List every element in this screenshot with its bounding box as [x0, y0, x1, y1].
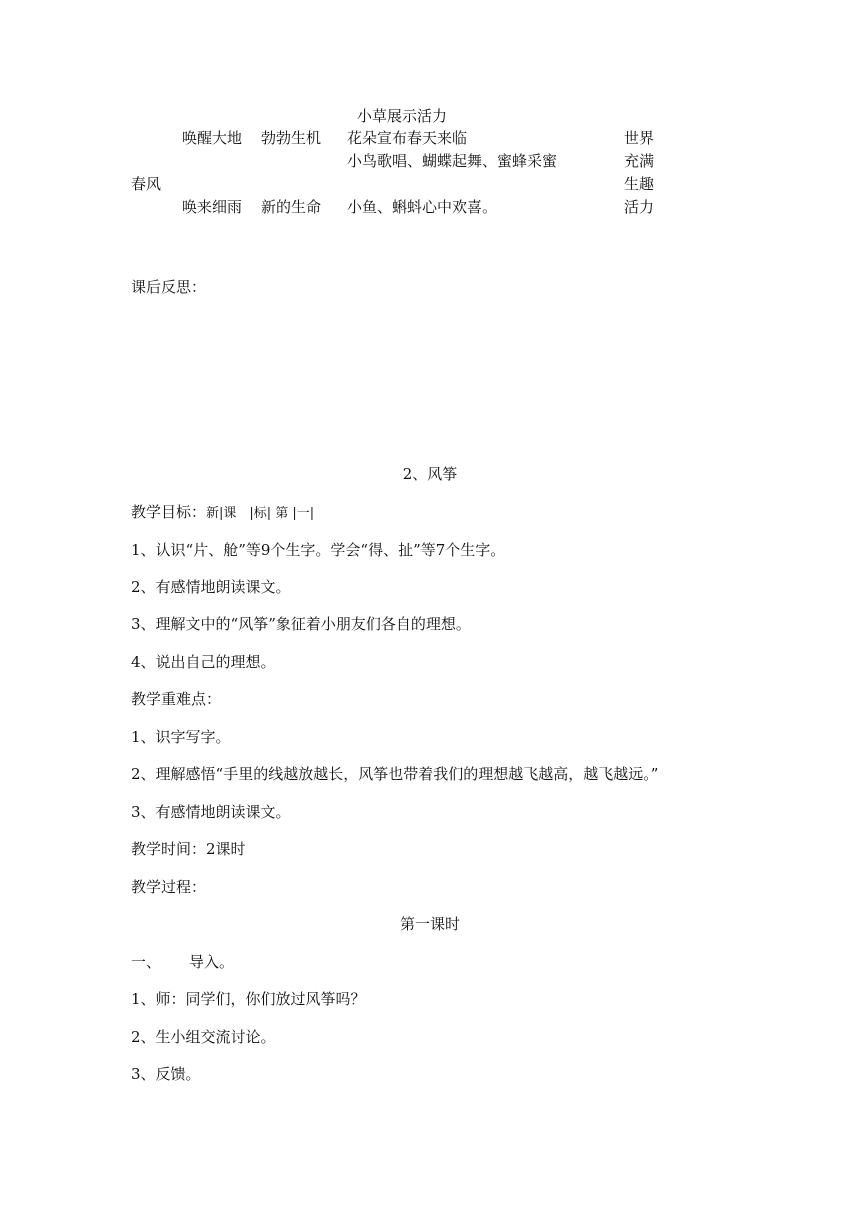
key-point: 3、有感情地朗读课文。 [131, 803, 291, 821]
key-point: 2、理解感悟“手里的线越放越长，风筝也带着我们的理想越飞越高，越飞越远。” [131, 765, 659, 783]
section-heading [131, 952, 234, 972]
board-r1c3: 花朵宣布春天来临 [347, 129, 468, 147]
step-item: 3、反馈。 [131, 1065, 201, 1083]
goals-heading [131, 502, 314, 524]
goal-item: 3、理解文中的“风筝”象征着小朋友们各自的理想。 [131, 615, 471, 633]
step-item: 1、师：同学们，你们放过风筝吗？ [131, 990, 366, 1008]
lesson-title: 2、风筝 [402, 465, 458, 483]
key-point: 1、识字写字。 [131, 728, 231, 746]
board-r4c3: 小鱼、蝌蚪心中欢喜。 [347, 198, 498, 216]
board-r4c1: 唤来细雨 [182, 198, 243, 216]
section-number: 一、 [131, 953, 162, 971]
board-r3c4: 生趣 [624, 175, 655, 193]
board-r4c2: 新的生命 [261, 198, 322, 216]
board-r2c4: 充满 [624, 152, 655, 170]
board-r1c1: 唤醒大地 [182, 129, 243, 147]
key-label: 教学重难点： [131, 690, 222, 708]
teaching-time: 教学时间：2课时 [131, 840, 246, 858]
board-r4c4: 活力 [624, 198, 655, 216]
reflection-label: 课后反思： [131, 278, 207, 296]
goals-label: 教学目标： [131, 503, 207, 521]
board-r1c2: 勃勃生机 [261, 129, 322, 147]
board-left: 春风 [131, 175, 162, 193]
watermark-text: 新|课 |标| 第 |一| [206, 506, 315, 521]
section-text: 导入。 [189, 953, 235, 971]
board-r1c4: 世界 [624, 129, 655, 147]
process-label: 教学过程： [131, 878, 207, 896]
board-top: 小草展示活力 [357, 107, 448, 125]
goal-item: 4、说出自己的理想。 [131, 653, 276, 671]
board-r2c3: 小鸟歌唱、蝴蝶起舞、蜜蜂采蜜 [347, 152, 558, 170]
goal-item: 2、有感情地朗读课文。 [131, 578, 291, 596]
period-title: 第一课时 [399, 915, 460, 933]
step-item: 2、生小组交流讨论。 [131, 1028, 276, 1046]
goal-item: 1、认识“片、舱”等9个生字。学会“得、扯”等7个生字。 [131, 541, 506, 559]
